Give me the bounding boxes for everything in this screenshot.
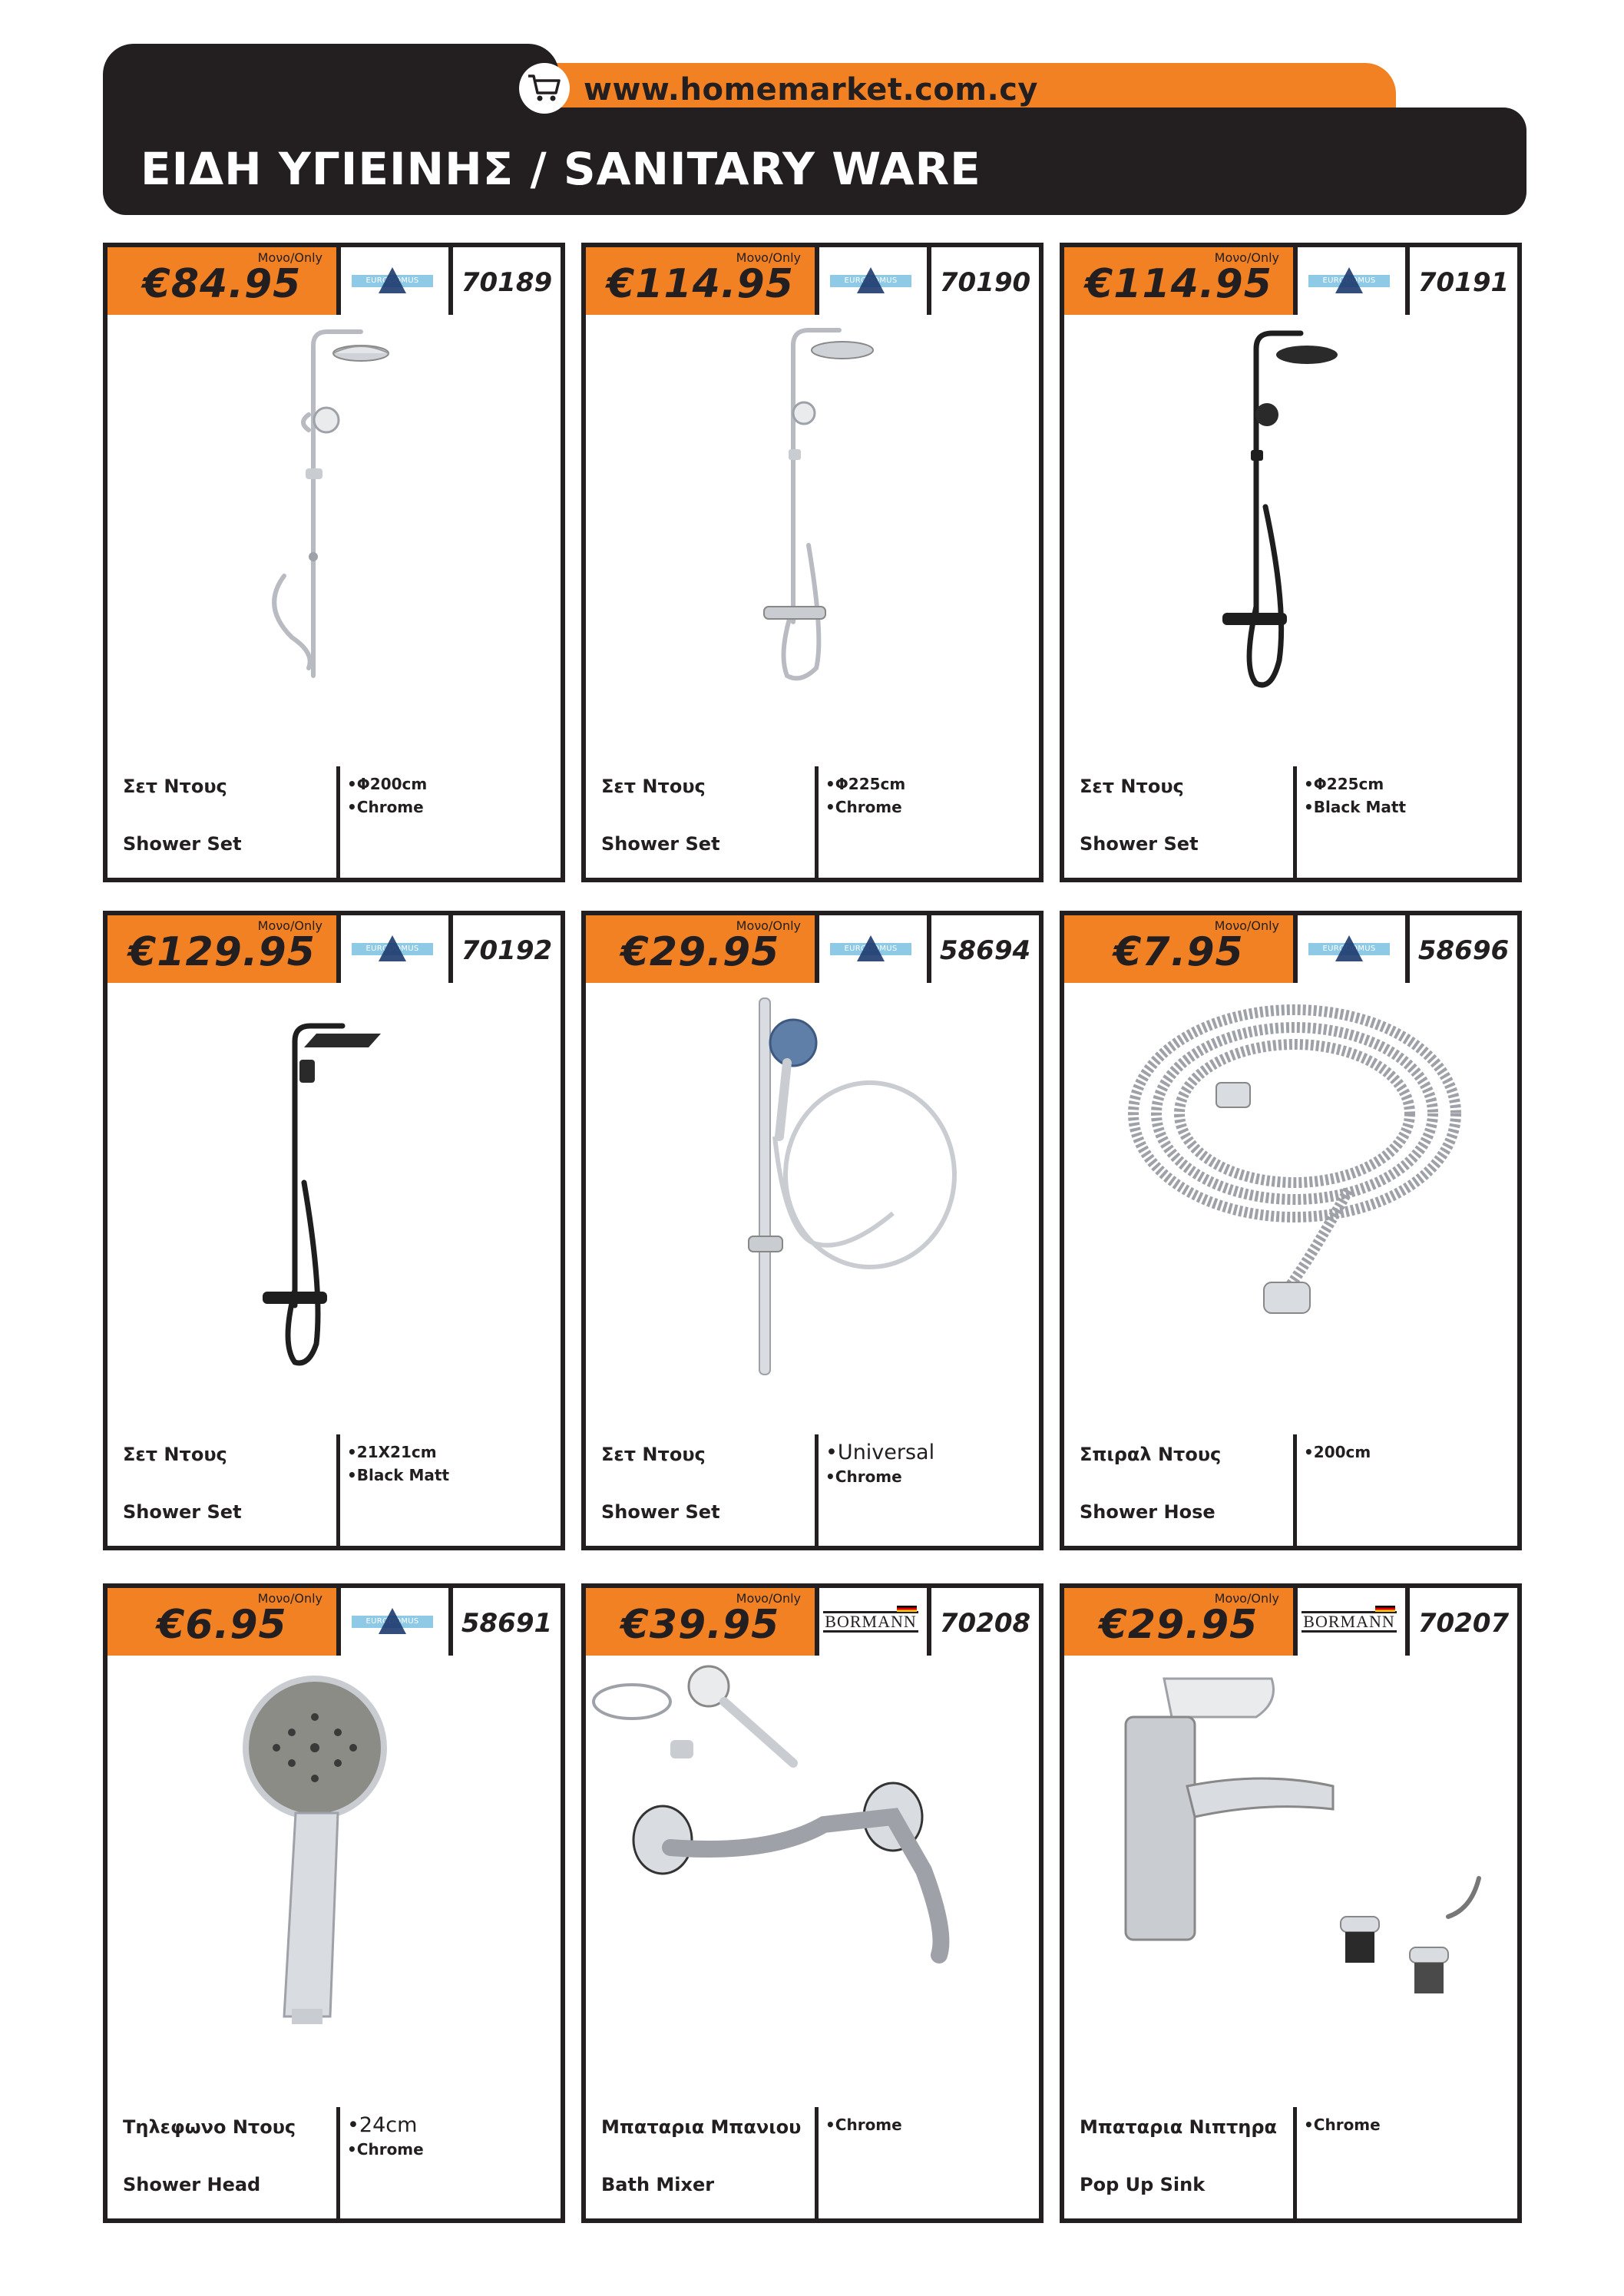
product-name-greek: Σετ Ντους xyxy=(1080,776,1184,797)
brand-name: EURODOMUS xyxy=(830,943,911,955)
shower-head-icon[interactable] xyxy=(107,1656,561,2055)
divider xyxy=(1293,2107,1297,2223)
product-code: 58696 xyxy=(1417,935,1510,966)
product-name-greek: Σπιραλ Ντους xyxy=(1080,1444,1222,1465)
only-label: Μονο/Only xyxy=(736,918,801,933)
eurodomus-logo xyxy=(830,935,911,963)
product-specs xyxy=(825,1441,934,1488)
divider xyxy=(815,1434,819,1550)
divider xyxy=(336,1434,340,1550)
product-name-english: Shower Set xyxy=(601,1501,720,1523)
divider xyxy=(336,766,340,882)
product-name-greek: Σετ Ντους xyxy=(601,776,706,797)
product-info xyxy=(586,1422,1039,1550)
product-spec: •Black Matt xyxy=(347,1466,450,1484)
price-box xyxy=(586,915,815,983)
card-header xyxy=(586,247,1039,315)
product-name-english: Shower Set xyxy=(123,833,242,855)
price: €114.95 xyxy=(607,261,794,307)
product-card[interactable] xyxy=(1060,243,1522,882)
product-specs xyxy=(347,773,427,819)
product-spec: •Φ200cm xyxy=(347,775,428,793)
product-spec: •Black Matt xyxy=(1304,798,1407,816)
sink-mixer-icon[interactable] xyxy=(1064,1656,1517,2055)
price-box xyxy=(107,915,336,983)
brand-name: EURODOMUS xyxy=(1308,275,1390,287)
product-name-greek: Τηλεφωνο Ντους xyxy=(123,2116,296,2138)
page-title: ΕΙΔΗ ΥΓΙΕΙΝΗΣ / SANITARY WARE xyxy=(141,143,981,195)
bath-mixer-icon[interactable] xyxy=(586,1656,1039,2055)
price-box xyxy=(1064,915,1293,983)
product-name-greek: Σετ Ντους xyxy=(601,1444,706,1465)
card-header xyxy=(1064,247,1517,315)
triangle-logo-icon xyxy=(379,935,406,961)
product-info xyxy=(107,2095,561,2223)
brand-box xyxy=(815,915,927,983)
website-link[interactable]: www.homemarket.com.cy xyxy=(584,72,1038,108)
triangle-logo-icon xyxy=(857,267,885,293)
product-spec: •Φ225cm xyxy=(1304,775,1384,793)
triangle-logo-icon xyxy=(379,267,406,293)
product-info xyxy=(586,2095,1039,2223)
product-info xyxy=(586,754,1039,882)
divider xyxy=(815,2107,819,2223)
product-specs xyxy=(825,2113,902,2136)
only-label: Μονο/Only xyxy=(1214,1591,1279,1606)
product-info xyxy=(1064,2095,1517,2223)
product-spec: •Chrome xyxy=(347,2140,424,2159)
product-specs xyxy=(1304,2113,1381,2136)
brand-name: BORMANN xyxy=(825,1612,917,1631)
card-header xyxy=(586,1588,1039,1656)
product-spec: •Chrome xyxy=(825,1467,902,1486)
product-card[interactable] xyxy=(1060,1583,1522,2223)
divider xyxy=(1293,766,1297,882)
price: €84.95 xyxy=(142,261,302,307)
eurodomus-logo xyxy=(830,267,911,295)
brand-box xyxy=(1293,247,1405,315)
product-name-english: Shower Set xyxy=(1080,833,1199,855)
divider xyxy=(1293,1434,1297,1550)
triangle-logo-icon xyxy=(379,1608,406,1634)
price: €6.95 xyxy=(157,1602,287,1648)
product-name-greek: Μπαταρια Μπανιου xyxy=(601,2116,802,2138)
price-box xyxy=(107,247,336,315)
shower-rail-set-icon[interactable] xyxy=(586,983,1039,1382)
card-header xyxy=(1064,915,1517,983)
brand-name: EURODOMUS xyxy=(352,1616,433,1628)
product-code: 58694 xyxy=(939,935,1031,966)
eurodomus-logo xyxy=(352,267,433,295)
product-name-greek: Μπαταρια Νιπτηρα xyxy=(1080,2116,1278,2138)
shower-set-chrome-icon[interactable] xyxy=(107,315,561,714)
brand-name: EURODOMUS xyxy=(352,275,433,287)
product-card[interactable] xyxy=(1060,911,1522,1550)
only-label: Μονο/Only xyxy=(257,1591,322,1606)
price: €39.95 xyxy=(620,1602,780,1648)
product-name-english: Shower Set xyxy=(601,833,720,855)
eurodomus-logo xyxy=(1308,267,1390,295)
product-name-english: Pop Up Sink xyxy=(1080,2174,1206,2195)
only-label: Μονο/Only xyxy=(736,250,801,265)
product-specs xyxy=(347,1441,449,1487)
card-header xyxy=(107,247,561,315)
brand-name: EURODOMUS xyxy=(1308,943,1390,955)
cart-icon[interactable] xyxy=(519,63,570,114)
product-name-english: Shower Set xyxy=(123,1501,242,1523)
product-info xyxy=(1064,1422,1517,1550)
card-header xyxy=(586,915,1039,983)
price-box xyxy=(1064,1588,1293,1656)
product-code: 70189 xyxy=(461,267,553,298)
product-name-greek: Σετ Ντους xyxy=(123,1444,227,1465)
german-flag-icon xyxy=(1375,1606,1395,1612)
product-specs xyxy=(1304,1441,1371,1464)
card-header xyxy=(1064,1588,1517,1656)
eurodomus-logo xyxy=(1308,935,1390,963)
product-card[interactable] xyxy=(103,243,565,882)
only-label: Μονο/Only xyxy=(257,250,322,265)
price: €129.95 xyxy=(128,929,316,975)
product-spec: •Chrome xyxy=(825,2116,902,2134)
product-name-english: Shower Hose xyxy=(1080,1501,1216,1523)
german-flag-icon xyxy=(897,1606,917,1612)
triangle-logo-icon xyxy=(857,935,885,961)
triangle-logo-icon xyxy=(1335,935,1363,961)
brand-box xyxy=(815,1588,927,1656)
price-box xyxy=(1064,247,1293,315)
shower-set-square-black-icon[interactable] xyxy=(107,983,561,1382)
price-box xyxy=(107,1588,336,1656)
product-specs xyxy=(1304,773,1406,819)
product-code: 70192 xyxy=(461,935,553,966)
only-label: Μονο/Only xyxy=(1214,918,1279,933)
product-spec: •21X21cm xyxy=(347,1443,437,1461)
shower-hose-icon[interactable] xyxy=(1064,983,1517,1382)
brand-name: EURODOMUS xyxy=(830,275,911,287)
only-label: Μονο/Only xyxy=(257,918,322,933)
card-header xyxy=(107,1588,561,1656)
brand-box xyxy=(815,247,927,315)
brand-box xyxy=(1293,915,1405,983)
brand-name: EURODOMUS xyxy=(352,943,433,955)
product-code: 70207 xyxy=(1417,1608,1510,1639)
price: €29.95 xyxy=(620,929,780,975)
brand-box xyxy=(336,915,448,983)
only-label: Μονο/Only xyxy=(1214,250,1279,265)
card-header xyxy=(107,915,561,983)
product-code: 58691 xyxy=(461,1608,553,1639)
shower-set-black-icon[interactable] xyxy=(1064,315,1517,714)
only-label: Μονο/Only xyxy=(736,1591,801,1606)
product-card[interactable] xyxy=(581,911,1044,1550)
price-box xyxy=(586,247,815,315)
eurodomus-logo xyxy=(352,1608,433,1636)
price: €114.95 xyxy=(1085,261,1272,307)
product-specs xyxy=(347,2113,424,2161)
product-spec: •Φ225cm xyxy=(825,775,906,793)
product-name-english: Shower Head xyxy=(123,2174,261,2195)
product-code: 70208 xyxy=(939,1608,1031,1639)
product-info xyxy=(107,754,561,882)
price: €7.95 xyxy=(1113,929,1244,975)
brand-box xyxy=(336,1588,448,1656)
eurodomus-logo xyxy=(352,935,433,963)
product-name-english: Bath Mixer xyxy=(601,2174,715,2195)
brand-box xyxy=(336,247,448,315)
product-card[interactable] xyxy=(581,1583,1044,2223)
divider xyxy=(815,766,819,882)
triangle-logo-icon xyxy=(1335,267,1363,293)
product-card[interactable] xyxy=(103,1583,565,2223)
brand-name: BORMANN xyxy=(1303,1612,1395,1631)
product-card[interactable] xyxy=(103,911,565,1550)
bormann-logo xyxy=(823,1611,918,1633)
product-spec: •Chrome xyxy=(1304,2116,1381,2134)
product-card[interactable] xyxy=(581,243,1044,882)
product-info xyxy=(1064,754,1517,882)
product-code: 70191 xyxy=(1417,267,1510,298)
shower-set-thermostatic-chrome-icon[interactable] xyxy=(586,315,1039,714)
product-info xyxy=(107,1422,561,1550)
divider xyxy=(336,2107,340,2223)
product-spec: •200cm xyxy=(1304,1443,1371,1461)
price-box xyxy=(586,1588,815,1656)
bormann-logo xyxy=(1302,1611,1396,1633)
brand-box xyxy=(1293,1588,1405,1656)
product-spec: •24cm xyxy=(347,2113,418,2137)
price: €29.95 xyxy=(1099,1602,1259,1648)
product-spec: •Chrome xyxy=(825,798,902,816)
product-spec: •Chrome xyxy=(347,798,424,816)
product-code: 70190 xyxy=(939,267,1031,298)
product-name-greek: Σετ Ντους xyxy=(123,776,227,797)
product-spec: •Universal xyxy=(825,1441,935,1464)
product-specs xyxy=(825,773,905,819)
